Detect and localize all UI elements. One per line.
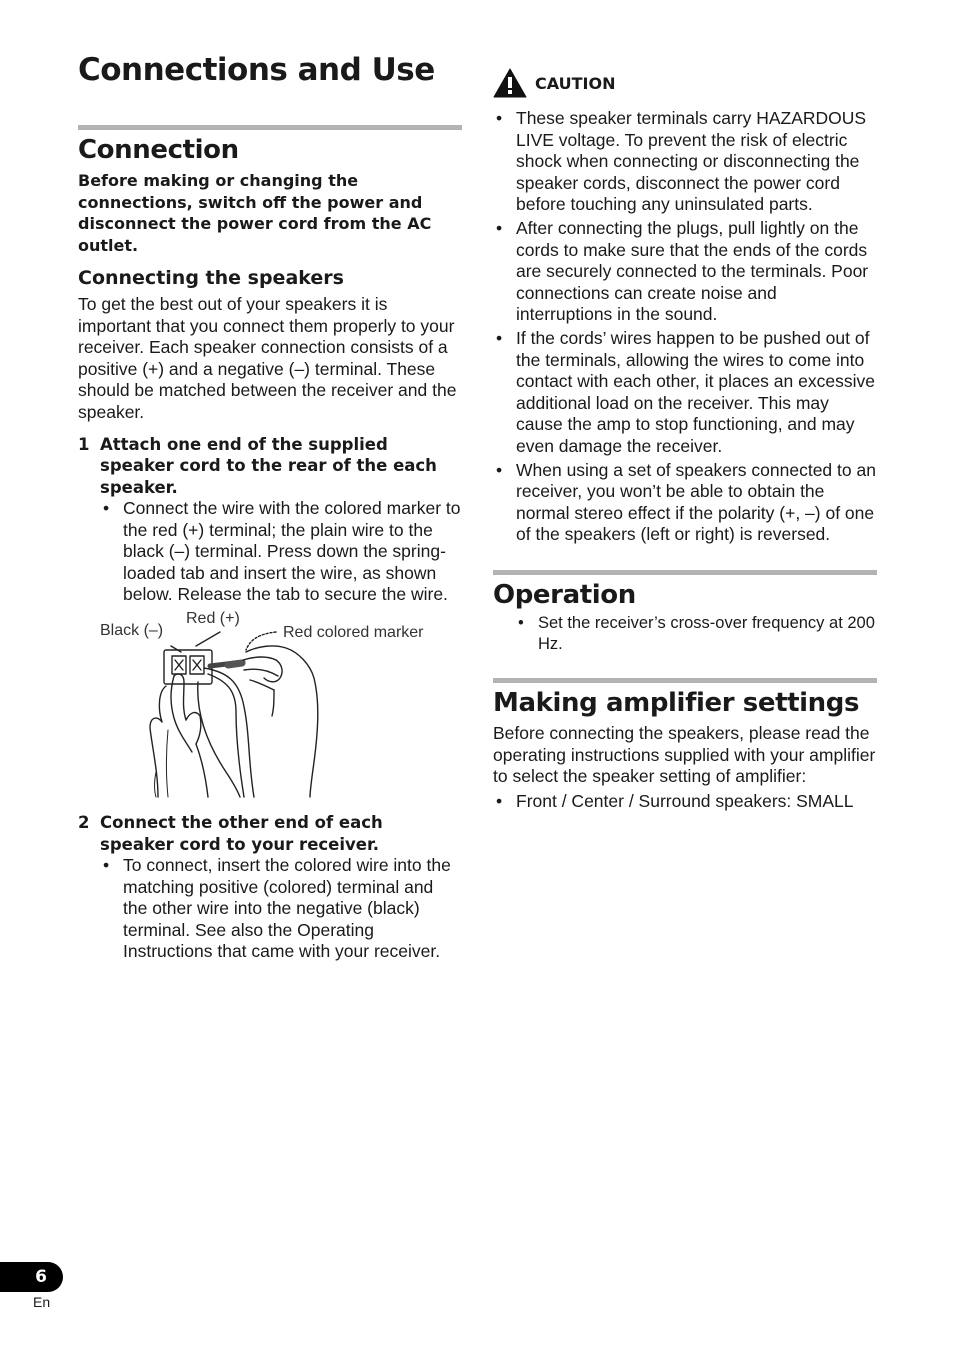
step-2-bullets: [78, 855, 462, 963]
page-number: 6: [35, 1267, 47, 1287]
hands-wire-illustration: [78, 612, 462, 802]
page-title: Connections and Use: [78, 52, 435, 88]
power-warning: Before making or changing the connections, switch off the power and disconnect the power cord from the AC outlet.: [78, 171, 432, 255]
step-2-text: Connect the other end of each speaker cord to your receiver.: [100, 813, 383, 854]
section-rule: [493, 570, 877, 575]
section-rule: [493, 678, 877, 683]
amplifier-heading: Making amplifier settings: [493, 688, 860, 719]
language-code: En: [33, 1294, 51, 1310]
label-red-marker: Red colored marker: [283, 624, 424, 642]
caution-list: [493, 108, 877, 546]
operation-bullet: • Set the receiver’s cross-over frequency at 200 Hz.: [493, 613, 877, 656]
operation-heading: Operation: [493, 579, 636, 610]
step-1-bullets: [78, 498, 462, 606]
step-1: [78, 434, 462, 499]
caution-item: • When using a set of speakers connected to an receiver, you won’t be able to obtain the normal stereo effect if the polarity (+, –) of one of the speakers (left or right) is reversed.: [493, 460, 877, 546]
amplifier-bullet: • Front / Center / Surround speakers: SMALL: [493, 791, 877, 813]
step-2-number: 2: [78, 813, 90, 833]
speakers-intro: To get the best out of your speakers it is important that you connect them properly to your receiver. Each speaker connection consists of a positive (+) and a negative (–) terminal. These should be matched between the receiver and the speaker.: [78, 294, 457, 422]
left-column: [78, 125, 462, 963]
right-column: [493, 68, 877, 812]
caution-item: • These speaker terminals carry HAZARDOUS LIVE voltage. To prevent the risk of electric shock when connecting or disconnecting the speaker cords, disconnect the power cord before touching any uninsulated parts.: [493, 108, 877, 216]
caution-item: • After connecting the plugs, pull lightly on the cords to make sure that the ends of the cords are securely connected to the terminals. Poor connections can create noise and interruptions in the sound.: [493, 218, 877, 326]
operation-bullets: [493, 613, 877, 656]
section-rule: [78, 125, 462, 130]
caution-label: CAUTION: [535, 73, 616, 93]
label-red-terminal: Red (+): [186, 610, 240, 628]
amplifier-bullets: [493, 791, 877, 813]
step-2: [78, 812, 462, 855]
step-1-number: 1: [78, 434, 90, 454]
caution-item: • If the cords’ wires happen to be pushed out of the terminals, allowing the wires to come into contact with each other, it places an excessive additional load on the receiver. This may cause the amp to stop functioning, and may even damage the receiver.: [493, 328, 877, 458]
speaker-terminal-figure: [78, 612, 462, 802]
page-number-tab: [0, 1262, 63, 1292]
label-black-terminal: Black (–): [100, 622, 164, 640]
caution-header: [493, 68, 877, 98]
speakers-subheading: Connecting the speakers: [78, 267, 344, 289]
step-1-bullet: • Connect the wire with the colored marker to the red (+) terminal; the plain wire to the black (–) terminal. Press down the spring-loaded tab and insert the wire, as shown below. Release the tab to secure the wire.: [78, 498, 462, 606]
step-2-bullet: • To connect, insert the colored wire into the matching positive (colored) terminal and the other wire into the negative (black) terminal. See also the Operating Instructions that came with your receiver.: [78, 855, 462, 963]
amplifier-text: Before connecting the speakers, please read the operating instructions supplied with your amplifier to select the speaker setting of amplifier:: [493, 723, 876, 787]
step-1-text: Attach one end of the supplied speaker cord to the rear of the each speaker.: [100, 434, 437, 497]
connection-heading: Connection: [78, 135, 239, 165]
warning-triangle-icon: [493, 68, 527, 98]
